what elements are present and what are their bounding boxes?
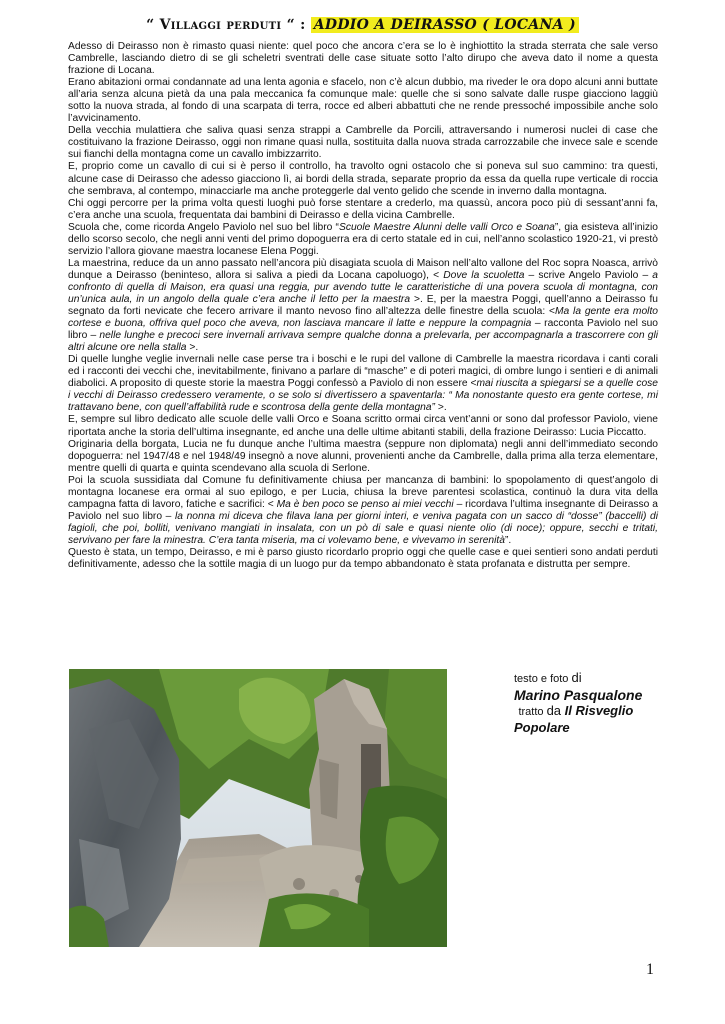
- quote: Ma è ben poco se penso ai miei vecchi: [276, 498, 454, 510]
- text-run: – ricordava l’ultima insegnante di Deirasso a Paviolo nel suo libro –: [68, 498, 658, 522]
- paragraph-12: Questo è stata, un tempo, Deirasso, e mi è parso giusto ricordarlo proprio oggi che quelle case e quei sentieri sono andati perduti definitivamente, adesso che la sottile magia di un luogo pur da tempo abbandonato è stata profanata e distrutta per sempre.: [68, 546, 658, 571]
- paragraph-9: E, sempre sul libro dedicato alle scuole delle valli Orco e Soana scritto ormai circa vent’anni or sono dal professor Paviolo, viene riportata anche la storia dell’ultima insegnante, ed anche una delle ultime abitanti stabili, della frazione Deirasso: Lucia Piccatto.: [68, 414, 658, 438]
- paragraph-11: [68, 475, 658, 547]
- title-highlight: ADDIO A DEIRASSO ( LOCANA ): [311, 17, 579, 33]
- paragraph-6: [68, 222, 658, 258]
- text-run: – racconta Paviolo nel suo libro –: [68, 318, 658, 342]
- credit-text: tratto: [518, 706, 547, 718]
- text-run: >. E, per la maestra Poggi, quell’anno a Deirasso fu segnato da forti nevicate che fecero arrivare il manto nevoso fino all’altezza delle finestre della scuola: <: [68, 293, 658, 318]
- paragraph-8: [68, 354, 658, 414]
- quote: nelle lunghe e precoci sere invernali arrivava sempre qualche donna a prelevarla, per accompagnarla a trascorrere con gli altri alcune ore nella stalla: [68, 330, 658, 354]
- quote: la nonna mi diceva che filava lana per giorni interi, e veniva pagata con un sacco di “dosse” (baccelli) di fagioli, che poi, bolliti, venivano mangiati in insalata, con un pò di sale e quasi niente olio (di noce); oppure, secchi e tritati, servivano per fare la minestra. C’era tanta miseria, ma ci volevamo bene, e vivevamo in serenità: [68, 510, 659, 546]
- text-run: >.: [186, 342, 199, 354]
- quote: Dove la scuoletta: [443, 269, 525, 281]
- publication-name: Il Risveglio: [564, 703, 634, 718]
- paragraph-5: Chi oggi percorre per la prima volta questi luoghi può forse stentare a crederlo, ma quassù, ancora poco più di sessant’anni fa, c’era anche una scuola, frequentata dai bambini di Deirasso e della vicina Cambrelle.: [68, 197, 658, 221]
- page-number: 1: [646, 961, 654, 978]
- text-run: ”, gia esisteva all’inizio dello scorso secolo, che negli anni venti del primo dopoguerra era di certo statale ed in cui, nell’anno scolastico 1920-21, vi prestò servizio l’allora giovane maestra locanese Elena Poggi.: [68, 221, 658, 257]
- paragraph-4: E, proprio come un cavallo di cui si è perso il controllo, ha travolto ogni ostacolo che si poneva sul suo cammino: tra questi, alcune case di Deirasso che adesso giacciono lì, ai bordi della strada, separate proprio da essa da quella rupe verticale di roccia che sembrava, al contempo, minacciarle ma anche proteggerle dal vento gelido che scende in inverno dalla montagna.: [68, 161, 658, 197]
- author-name: Marino Pasqualone: [514, 687, 643, 703]
- text-run: Di quelle lunghe veglie invernali nelle case perse tra i boschi e le rupi del vallone di Cambrelle la maestra ricordava i canti corali ed i racconti dei vecchi che, inevitabilmente, finivano a parlare di “masche” e di poteri magici, di ombre lungo i sentieri e di animali diabolici. A proposito di queste storie la maestra Poggi confessò a Paviolo di non essere <: [68, 354, 658, 390]
- ruins-photo: [69, 669, 447, 947]
- text-run: Poi la scuola sussidiata dal Comune fu definitivamente chiusa per mancanza di bambini: lo spopolamento di quest’angolo di montagna locanese era ormai al suo epilogo, e per Lucia, chiusa la breve parentesi scolastica, continuò la dura vita della campagna fatta di lavoro, fatiche e sacrifici: <: [68, 474, 658, 510]
- credit-text: di: [571, 670, 582, 685]
- title-prefix: “ Villaggi perduti “ :: [146, 17, 311, 33]
- publication-name-line2: Popolare: [514, 720, 570, 735]
- paragraph-7: [68, 258, 658, 354]
- paragraph-3: Della vecchia mulattiera che saliva quasi senza strappi a Cambrelle da Porcili, attraversando i numerosi nuclei di case che costituivano la frazione Deirasso, oggi non rimane quasi nulla, sostituita dalla nuova strada carrozzabile che invece sale e scende sui fianchi della montagna come un cavallo imbizzarrito.: [68, 125, 658, 161]
- text-run: >.: [437, 402, 447, 414]
- article-body: [68, 41, 658, 571]
- credit-block: [514, 670, 704, 736]
- text-run: Scuola che, come ricorda Angelo Paviolo nel suo bel libro “: [68, 221, 339, 233]
- text-run: ”.: [504, 534, 512, 546]
- paragraph-1: Adesso di Deirasso non è rimasto quasi niente: quel poco che ancora c’era se lo è inghiottito la strada sterrata che sale verso Cambrelle, lasciando dietro di se gli scheletri sventrati delle case situate sotto l’alto dirupo che aveva dato il nome a questa frazione di Locana.: [68, 41, 658, 77]
- ruins-photo-illustration: [69, 669, 447, 947]
- credit-text: testo e foto: [514, 673, 572, 685]
- quote: mai riuscita a spiegarsi se a quelle cose i vecchi di Deirasso credessero veramente, o se solo si divertissero a spaventarla: “ Ma nonostante questo era gente cortese, mi trattavano bene, con quell’affabilità rude e scontrosa della gente della montagna”: [68, 378, 659, 414]
- paragraph-2: Erano abitazioni ormai condannate ad una lenta agonia e sfacelo, non c’è alcun dubbio, ma riveder le ora dopo alcuni anni buttate all’aria senza alcuna pietà da una pala meccanica fa comunque male: quelle che si sono salvate dalle ruspe giacciono laggiù sotto la nuova strada, al fondo di una scarpata di terra, rocce ed alberi abbattuti che ne rende pressoché impossibile anche solo l’avvicinamento.: [68, 77, 658, 125]
- page-title: [0, 17, 725, 33]
- credit-line-1: [514, 670, 704, 687]
- credit-line-3: [514, 703, 704, 720]
- credit-text: da: [546, 703, 565, 718]
- text-run: – scrive Angelo Paviolo –: [524, 269, 653, 281]
- quote: Ma la gente era molto cortese e buona, offriva quel poco che aveva, non lasciava mancare il latte e neppure la compagnia: [68, 306, 658, 330]
- text-run: La maestrina, reduce da un anno passato nell’ancora più disagiata scuola di Maison nell’alto vallone del Roc sopra Noasca, arrivò dunque a Deirasso (beninteso, allora si saliva a piedi da Locana capoluogo), <: [68, 257, 658, 281]
- paragraph-10: Originaria della borgata, Lucia ne fu dunque anche l’ultima maestra (seppure non diplomata) negli anni dell’immediato secondo dopoguerra: nel 1947/48 e nel 1948/49 insegnò a nove alunni, provenienti anche da Cambrelle, dalla prima alla terza elementare, mentre quelli di quarta e quinta scendevano alla scuola di Serlone.: [68, 438, 658, 474]
- quote: a confronto di quella di Maison, era quasi una reggia, pur avendo tutte le caratteristiche di una povera scuola di montagna, con un’unica aula, in un angolo della quale c’era anche il letto per la maestra: [68, 269, 658, 305]
- book-title: Scuole Maestre Alunni delle valli Orco e Soana: [338, 221, 555, 233]
